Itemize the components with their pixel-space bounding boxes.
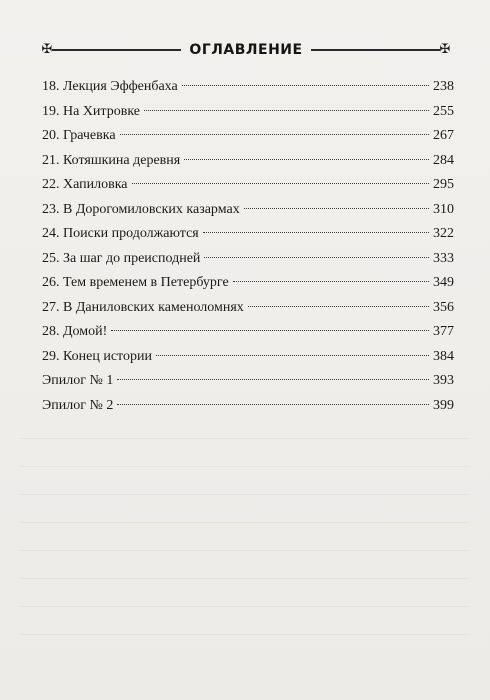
toc-leader-dots bbox=[111, 330, 429, 331]
toc-entry bbox=[42, 149, 454, 174]
bleed-through-line bbox=[20, 550, 470, 551]
toc-entry bbox=[42, 100, 454, 125]
toc-page-number: 356 bbox=[433, 299, 454, 315]
toc-page-number: 267 bbox=[433, 128, 454, 143]
toc-entry bbox=[42, 394, 454, 419]
toc-leader-dots bbox=[120, 134, 429, 135]
toc-entry bbox=[42, 271, 454, 296]
bleed-through-line bbox=[20, 494, 470, 495]
toc-entry-label: 25. За шаг до преисподней bbox=[42, 250, 201, 266]
toc-entry-label: 29. Конец истории bbox=[42, 348, 152, 364]
table-of-contents bbox=[42, 75, 454, 418]
bleed-through-line bbox=[20, 634, 470, 635]
toc-leader-dots bbox=[244, 208, 429, 209]
toc-page-number: 284 bbox=[433, 152, 454, 168]
toc-leader-dots bbox=[132, 183, 429, 184]
bleed-through-line bbox=[20, 522, 470, 523]
toc-entry-label: 28. Домой! bbox=[42, 324, 108, 339]
bleed-through-line bbox=[20, 578, 470, 579]
toc-entry-label: 26. Тем временем в Петербурге bbox=[42, 275, 229, 290]
bleed-through-line bbox=[20, 466, 470, 467]
toc-entry bbox=[42, 345, 454, 370]
toc-page-number: 333 bbox=[433, 250, 454, 266]
toc-entry bbox=[42, 296, 454, 321]
toc-entry-label: 23. В Дорогомиловских казармах bbox=[42, 201, 240, 217]
toc-leader-dots bbox=[144, 110, 429, 111]
bleed-through-line bbox=[20, 606, 470, 607]
toc-entry-label: 18. Лекция Эффенбаха bbox=[42, 79, 178, 94]
page-title: ОГЛАВЛЕНИЕ bbox=[40, 40, 452, 60]
toc-entry bbox=[42, 75, 454, 100]
toc-page-number: 384 bbox=[433, 348, 454, 364]
toc-entry-label: Эпилог № 2 bbox=[42, 397, 114, 413]
toc-entry bbox=[42, 198, 454, 223]
toc-leader-dots bbox=[182, 85, 429, 86]
toc-page-number: 393 bbox=[433, 373, 454, 388]
toc-entry bbox=[42, 173, 454, 198]
toc-page-number: 295 bbox=[433, 177, 454, 192]
toc-leader-dots bbox=[156, 355, 429, 356]
toc-entry bbox=[42, 247, 454, 272]
ornament-left-icon: ✠ bbox=[41, 42, 53, 57]
toc-entry-label: 22. Хапиловка bbox=[42, 177, 128, 192]
toc-page-number: 238 bbox=[433, 79, 454, 94]
ornament-right-icon: ✠ bbox=[439, 42, 451, 57]
toc-entry bbox=[42, 124, 454, 149]
toc-page-number: 322 bbox=[433, 226, 454, 241]
toc-leader-dots bbox=[117, 404, 429, 405]
toc-leader-dots bbox=[117, 379, 429, 380]
toc-leader-dots bbox=[204, 257, 429, 258]
toc-page-number: 255 bbox=[433, 103, 454, 119]
toc-leader-dots bbox=[203, 232, 429, 233]
toc-entry bbox=[42, 369, 454, 394]
toc-entry-label: 20. Грачевка bbox=[42, 128, 116, 143]
toc-leader-dots bbox=[248, 306, 429, 307]
page-header bbox=[40, 40, 452, 60]
toc-entry bbox=[42, 222, 454, 247]
toc-page-number: 310 bbox=[433, 201, 454, 217]
bleed-through-line bbox=[20, 438, 470, 439]
toc-entry-label: 19. На Хитровке bbox=[42, 103, 140, 119]
toc-entry-label: 21. Котяшкина деревня bbox=[42, 152, 181, 168]
toc-entry-label: 27. В Даниловских каменоломнях bbox=[42, 299, 244, 315]
toc-leader-dots bbox=[233, 281, 429, 282]
toc-entry bbox=[42, 320, 454, 345]
toc-page-number: 377 bbox=[433, 324, 454, 339]
toc-page-number: 399 bbox=[433, 397, 454, 413]
toc-entry-label: Эпилог № 1 bbox=[42, 373, 114, 388]
toc-leader-dots bbox=[184, 159, 429, 160]
toc-entry-label: 24. Поиски продолжаются bbox=[42, 226, 199, 241]
toc-page-number: 349 bbox=[433, 275, 454, 290]
